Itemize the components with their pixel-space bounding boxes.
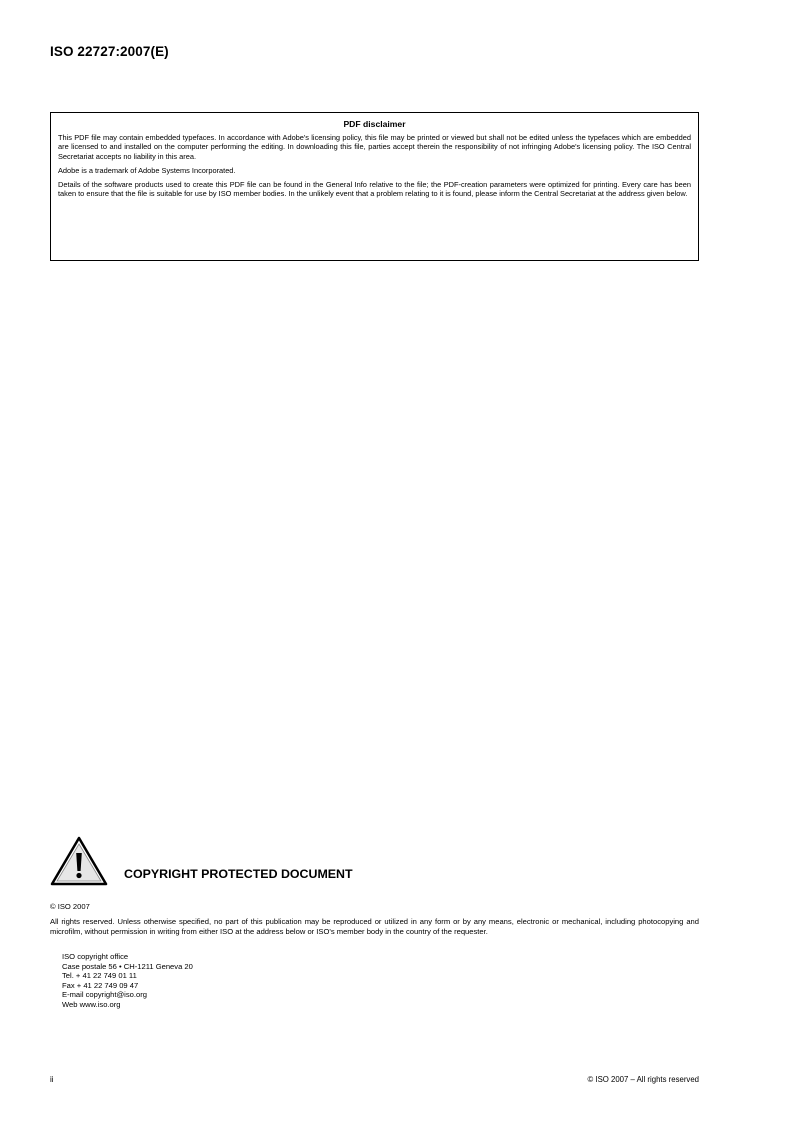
- document-id: ISO 22727:2007(E): [50, 44, 169, 59]
- disclaimer-paragraph-2: Adobe is a trademark of Adobe Systems Incorporated.: [58, 165, 236, 175]
- address-line-fax: Fax + 41 22 749 09 47: [62, 980, 139, 990]
- warning-triangle-icon: [50, 836, 108, 886]
- page-number: ii: [50, 1075, 54, 1084]
- address-line-web: Web www.iso.org: [62, 999, 121, 1009]
- address-line-tel: Tel. + 41 22 749 01 11: [62, 971, 137, 980]
- disclaimer-title: PDF disclaimer: [343, 119, 406, 129]
- pdf-disclaimer-box: [50, 112, 699, 261]
- address-line-office: ISO copyright office: [62, 952, 129, 961]
- address-line-postal: Case postale 56 • CH-1211 Geneva 20: [62, 961, 193, 971]
- address-line-email: E-mail copyright@iso.org: [62, 990, 147, 999]
- copyright-heading: COPYRIGHT PROTECTED DOCUMENT: [124, 867, 353, 881]
- footer-copyright: © ISO 2007 – All rights reserved: [587, 1075, 699, 1084]
- copyright-year-line: © ISO 2007: [50, 902, 90, 911]
- copyright-office-address: [62, 952, 193, 1009]
- rights-statement: All rights reserved. Unless otherwise specified, no part of this publication may be reproduced or utilized in any form or by any means, electronic or mechanical, including photocopying and microfilm, without permission in writing from either ISO at the address below or ISO's member body in the country of the requester.: [50, 917, 699, 936]
- disclaimer-paragraph-1: This PDF file may contain embedded typefaces. In accordance with Adobe's licensing policy, this file may be printed or viewed but shall not be edited unless the typefaces which are embedded are licensed to and installed on the computer performing the editing. In downloading this file, parties accept therein the responsibility of not infringing Adobe's licensing policy. The ISO Central Secretariat accepts no liability in this area.: [58, 133, 691, 161]
- disclaimer-paragraph-3: Details of the software products used to create this PDF file can be found in the General Info relative to the file; the PDF-creation parameters were optimized for printing. Every care has been taken to ensure that the file is suitable for use by ISO member bodies. In the unlikely event that a problem relating to it is found, please inform the Central Secretariat at the address given below.: [58, 179, 691, 199]
